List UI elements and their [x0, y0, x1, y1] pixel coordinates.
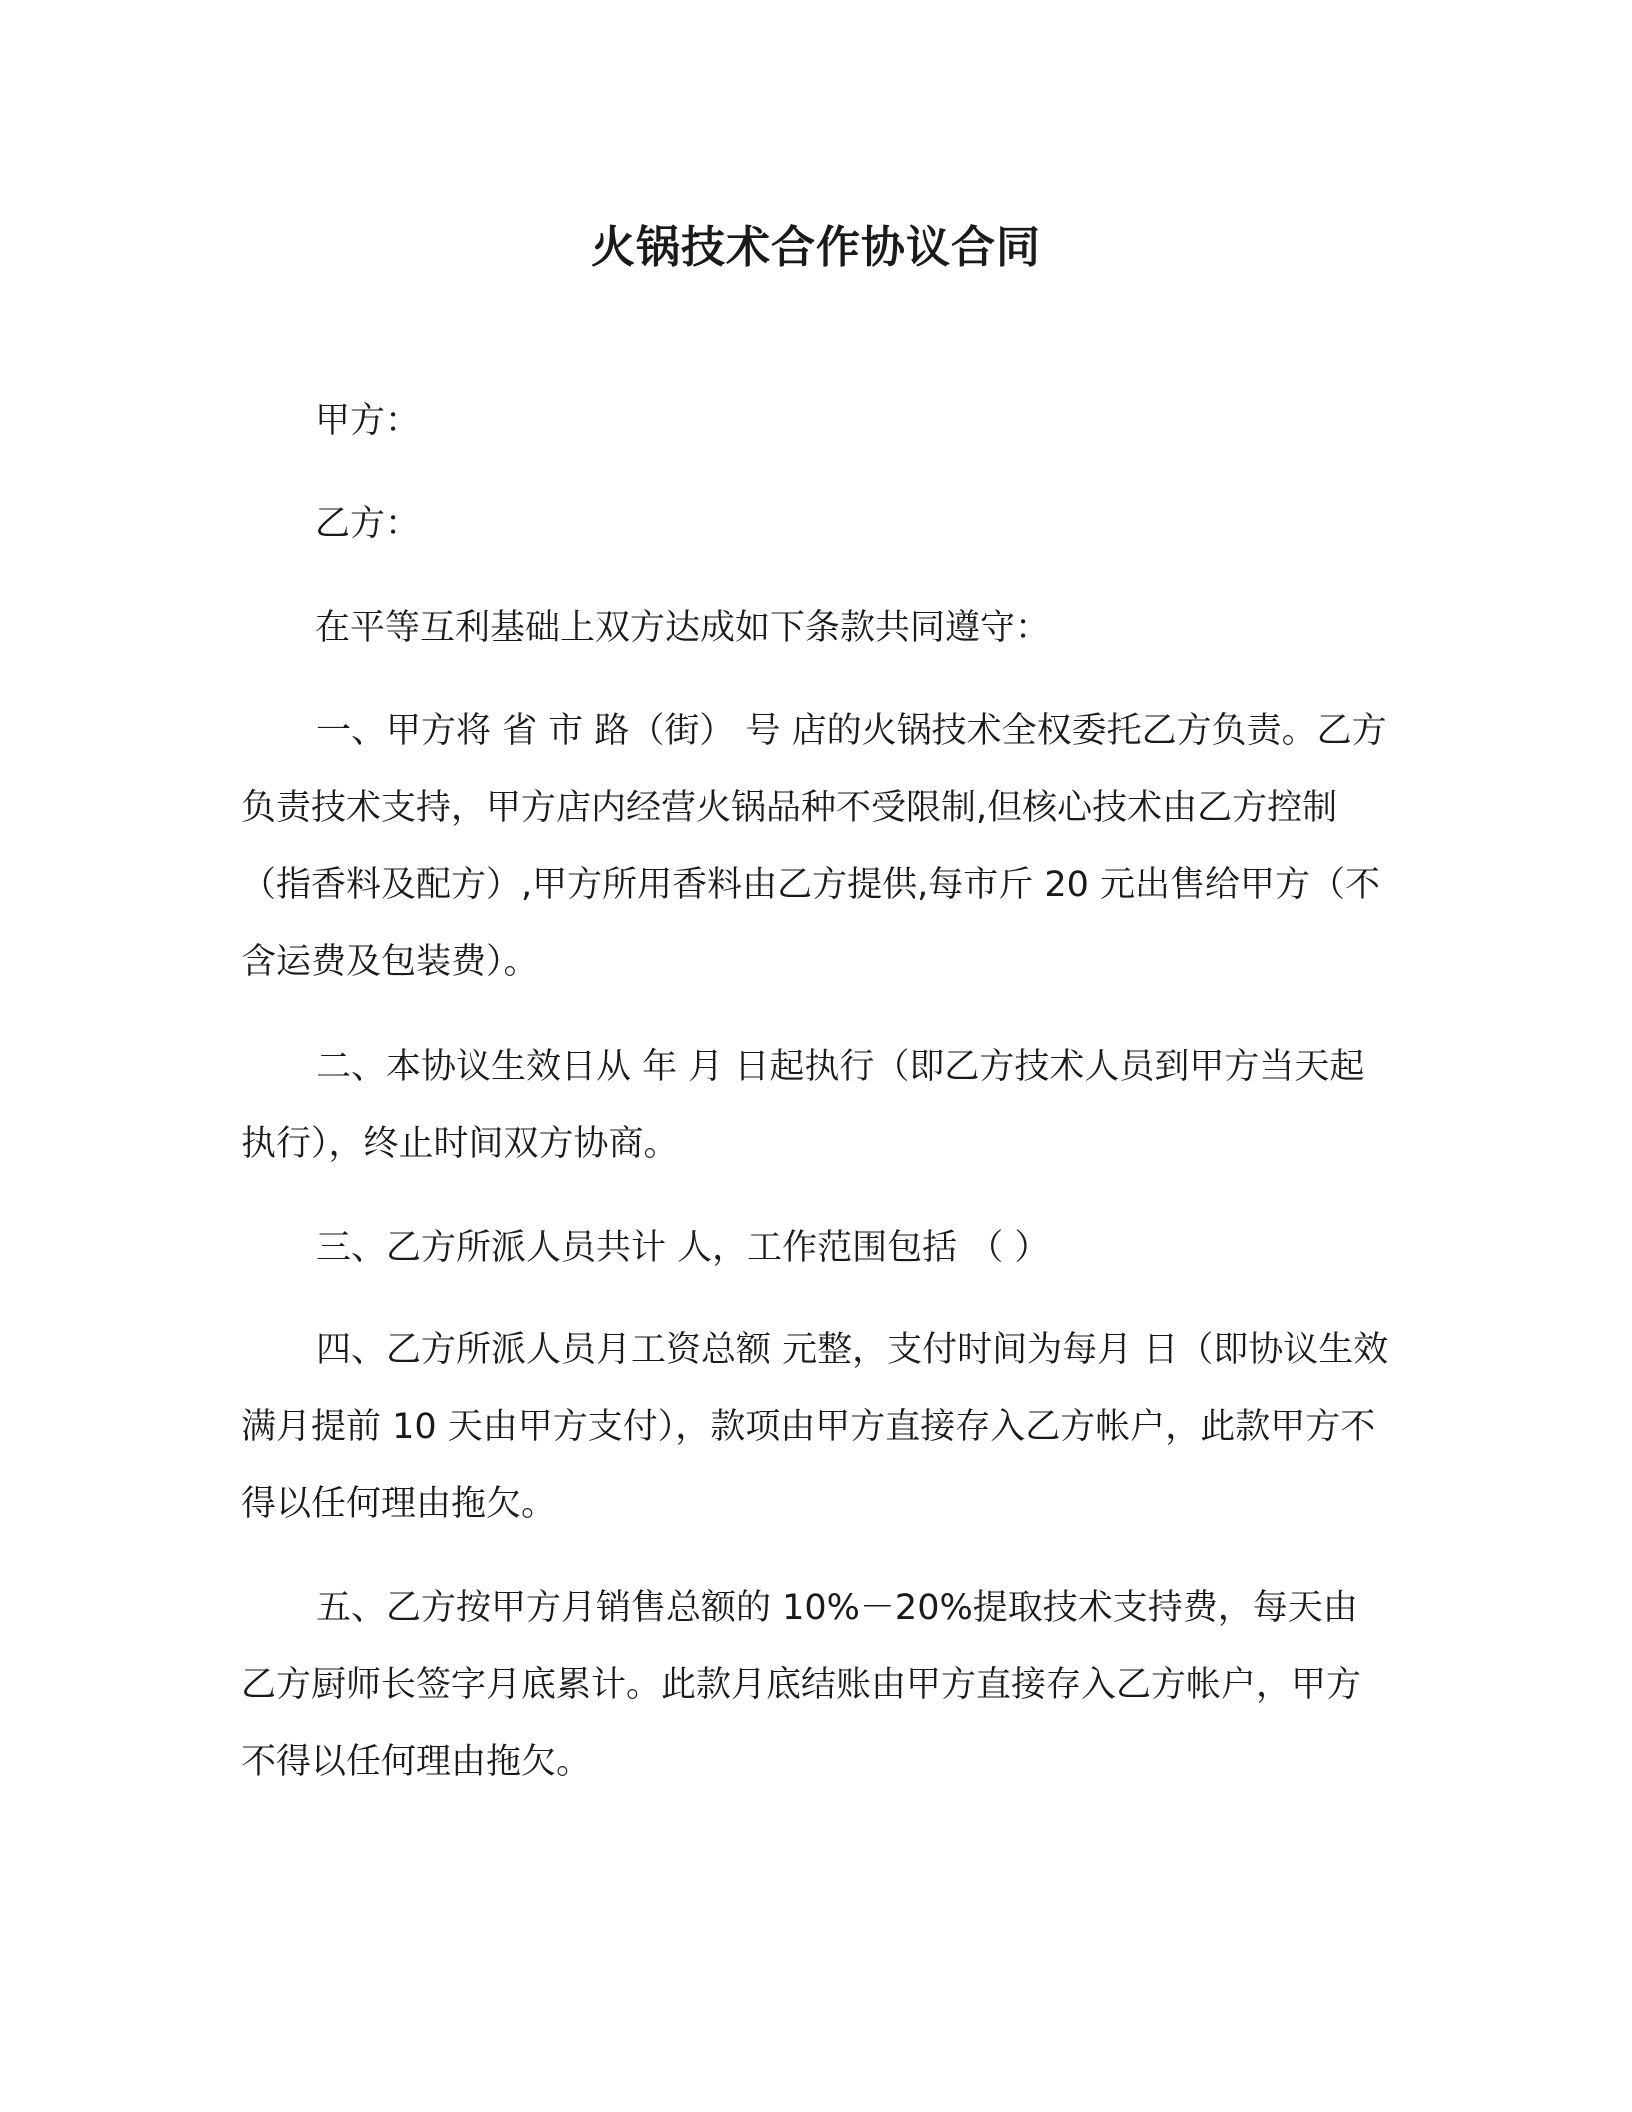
clause-3: 三、乙方所派人员共计 人，工作范围包括 （ ）	[316, 1228, 1050, 1268]
clause-1: 一、甲方将 省 市 路（街） 号 店的火锅技术全权委托乙方负责。乙方负责技术支持，甲方店内经营火锅品种不受限制,但核心技术由乙方控制（指香料及配方）,甲方所用香料由乙方提供,每市斤 20 元出售给甲方（不含运费及包装费）。	[241, 711, 1387, 982]
clause-2: 二、本协议生效日从 年 月 日起执行（即乙方技术人员到甲方当天起执行），终止时间双方协商。	[241, 1047, 1365, 1164]
party-b-label: 乙方：	[315, 504, 421, 544]
intro-text: 在平等互利基础上双方达成如下条款共同遵守：	[315, 608, 1051, 648]
clause-4: 四、乙方所派人员月工资总额 元整，支付时间为每月 日（即协议生效满月提前 10 天由甲方支付），款项由甲方直接存入乙方帐户，此款甲方不得以任何理由拖欠。	[241, 1330, 1389, 1524]
party-a-label: 甲方：	[315, 401, 421, 441]
document-title: 火锅技术合作协议合同	[591, 222, 1041, 273]
clause-5: 五、乙方按甲方月销售总额的 10%－20%提取技术支持费，每天由乙方厨师长签字月底累计。此款月底结账由甲方直接存入乙方帐户，甲方不得以任何理由拖欠。	[241, 1588, 1362, 1782]
